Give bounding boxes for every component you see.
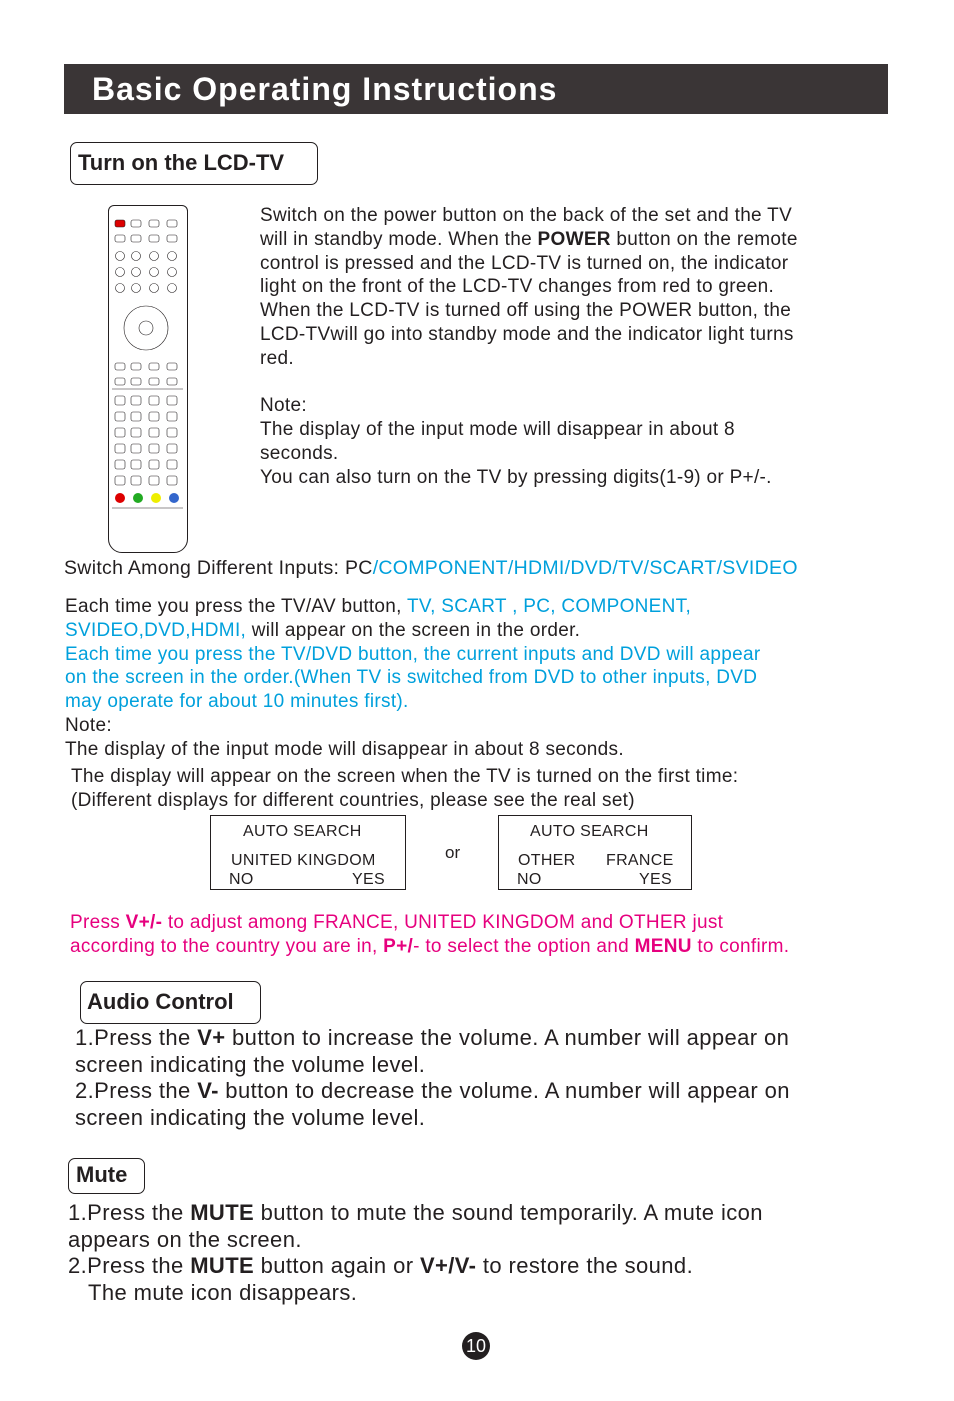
tvdvd-line-1: Each time you press the TV/DVD button, the current inputs and DVD will appear (65, 643, 761, 665)
tvav-line-1 (65, 595, 760, 619)
section-heading-mute (68, 1158, 145, 1194)
text-run: will in standby mode. When the (260, 228, 538, 250)
section-heading-power-text: Turn on the LCD-TV (78, 150, 285, 175)
inputs-paragraph (65, 595, 760, 762)
mute-line-3 (68, 1253, 763, 1280)
text-run: Switch on the power button on the back of the set and the TV (260, 205, 793, 226)
power-paragraph (260, 204, 798, 490)
osd-country: UNITED KINGDOM (231, 852, 376, 869)
power-keyword: POWER (537, 228, 611, 250)
osd-or: or (445, 843, 461, 862)
text-run: When the LCD-TV is turned off using the POWER button, the (260, 300, 792, 322)
osd-no: NO (229, 871, 254, 888)
mute-line-4: The mute icon disappears. (88, 1279, 358, 1305)
text-run: LCD-TVwill go into standby mode and the indicator light turns (260, 323, 794, 345)
text-run: Each time you press the TV/AV button, (65, 596, 407, 617)
key-vpm: V+/V- (419, 1253, 477, 1278)
osd-title: AUTO SEARCH (243, 823, 362, 840)
osd-yes: YES (639, 871, 672, 888)
inputs-note-text: The display of the input mode will disappear in about 8 seconds. (65, 738, 624, 760)
osd-no: NO (517, 871, 542, 888)
text-run: SVIDEO,DVD,HDMI, (65, 619, 247, 641)
audio-line-4: screen indicating the volume level. (75, 1104, 426, 1130)
text-run: to confirm. (691, 935, 790, 957)
text-run: - to select the option and (413, 935, 635, 957)
text-run: button again or (254, 1253, 420, 1278)
text-run: control is pressed and the LCD-TV is turned on, the indicator (260, 252, 789, 274)
page-number: 10 (462, 1332, 490, 1360)
key-ppm: P+/ (383, 935, 414, 957)
text-run: button to mute the sound temporarily. A mute icon (254, 1200, 763, 1225)
power-note-line-2: seconds. (260, 442, 339, 464)
power-note-label: Note: (260, 395, 307, 417)
power-line-1 (260, 204, 798, 228)
tvdvd-line-2: on the screen in the order.(When TV is switched from DVD to other inputs, DVD (65, 667, 758, 689)
key-mute: MUTE (190, 1253, 255, 1278)
key-mute: MUTE (190, 1200, 255, 1225)
section-heading-power (70, 142, 318, 185)
text-run: button to decrease the volume. A number will appear on (218, 1078, 790, 1103)
audio-line-2: screen indicating the volume level. (75, 1051, 426, 1077)
power-line-2 (260, 228, 798, 252)
text-run: according to the country you are in, (70, 935, 384, 957)
switch-inputs-line (64, 557, 798, 581)
audio-line-1 (75, 1025, 790, 1052)
press-line-1 (70, 911, 789, 935)
section-heading-mute-text: Mute (76, 1162, 128, 1187)
power-note-line-1: The display of the input mode will disappear in about 8 (260, 419, 735, 441)
osd-yes: YES (352, 871, 385, 888)
osd-title: AUTO SEARCH (530, 823, 649, 840)
mute-line-2: appears on the screen. (68, 1226, 302, 1252)
text-run: 2.Press the (75, 1078, 198, 1103)
key-vplus: V+ (197, 1025, 226, 1050)
press-line-2 (70, 935, 789, 959)
power-line-3 (260, 252, 798, 276)
section-heading-audio (80, 981, 261, 1024)
text-run: light on the front of the LCD-TV changes from red to green. (260, 276, 775, 298)
input-list-colored: /COMPONENT/HDMI/DVD/TV/SCART/SVIDEO (372, 557, 798, 579)
text-run: 1.Press the (75, 1025, 198, 1050)
power-line-7 (260, 347, 798, 371)
mute-line-1 (68, 1200, 763, 1227)
osd-box-uk (210, 815, 406, 890)
key-menu: MENU (634, 935, 692, 957)
mute-paragraph (68, 1200, 763, 1306)
text-run: red. (260, 347, 294, 369)
first-time-line-1: The display will appear on the screen when the TV is turned on the first time: (71, 766, 739, 787)
page-title: Basic Operating Instructions (92, 71, 558, 107)
first-time-line-2: (Different displays for different countries, please see the real set) (71, 789, 635, 811)
text-run: 1.Press the (68, 1200, 191, 1225)
text-run: to adjust among FRANCE, UNITED KINGDOM and OTHER just (162, 912, 724, 933)
inputs-note-label: Note: (65, 714, 112, 736)
osd-france: FRANCE (606, 852, 674, 869)
text-run: button on the remote (610, 228, 798, 250)
text-run: button to increase the volume. A number will appear on (225, 1025, 790, 1050)
press-paragraph (70, 911, 789, 959)
text-run: 2.Press the (68, 1253, 191, 1278)
remote-control-graphic (109, 206, 186, 551)
text-run: to restore the sound. (476, 1253, 694, 1278)
key-vpm: V+/- (125, 912, 163, 933)
text-run: Switch Among Different Inputs: PC (64, 557, 373, 579)
power-line-6 (260, 323, 798, 347)
power-line-4 (260, 275, 798, 299)
power-line-5 (260, 299, 798, 323)
tvav-line-2 (65, 619, 760, 643)
text-run: Press (70, 912, 126, 933)
text-run: will appear on the screen in the order. (246, 619, 581, 641)
text-run: TV, SCART , PC, COMPONENT, (406, 596, 692, 617)
remote-control-image (108, 205, 188, 553)
first-time-paragraph (71, 765, 738, 813)
section-heading-audio-text: Audio Control (87, 989, 234, 1014)
key-vminus: V- (197, 1078, 219, 1103)
audio-paragraph (75, 1025, 790, 1131)
power-note-line-3: You can also turn on the TV by pressing digits(1-9) or P+/-. (260, 466, 772, 488)
osd-other: OTHER (518, 852, 576, 869)
audio-line-3 (75, 1078, 790, 1105)
osd-box-other (498, 815, 692, 890)
tvdvd-line-3: may operate for about 10 minutes first). (65, 691, 409, 713)
